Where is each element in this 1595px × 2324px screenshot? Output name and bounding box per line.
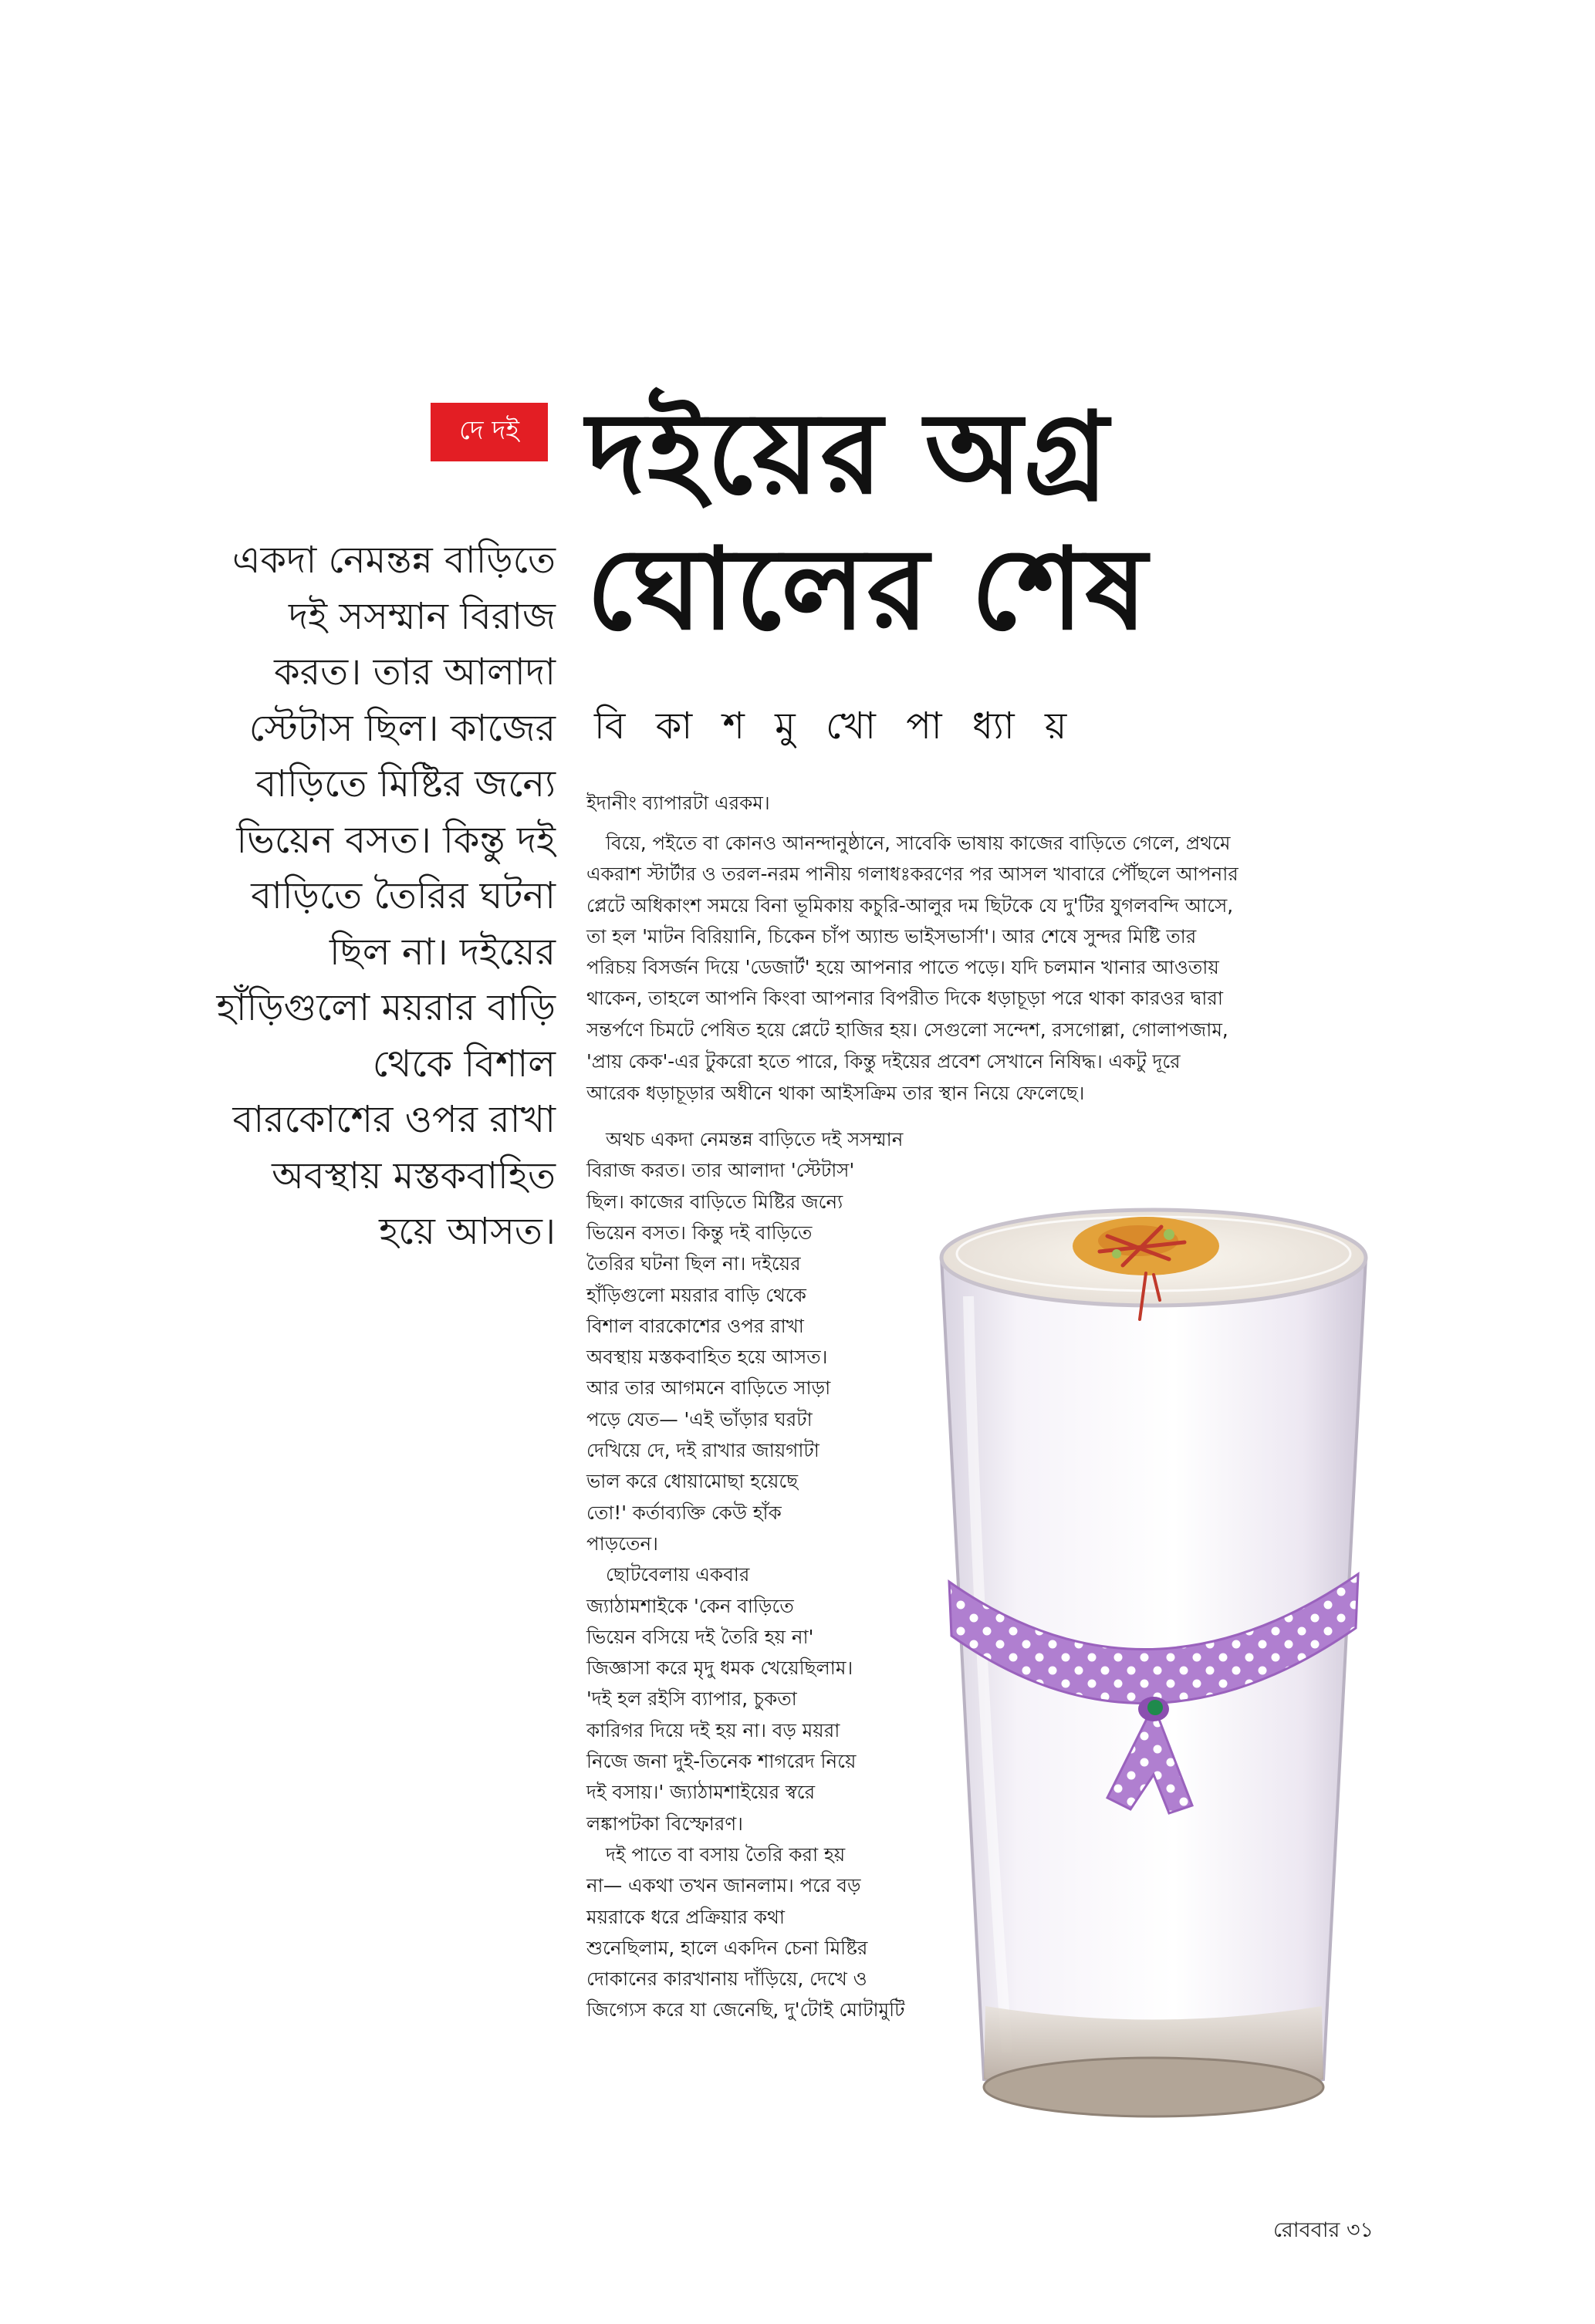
body-line: ভিয়েন বসিয়ে দই তৈরি হয় না' (586, 1625, 814, 1648)
pull-quote-line: স্টেটাস ছিল। কাজের (248, 706, 556, 750)
section-tag: দে দই (431, 403, 548, 461)
pull-quote-line: দই সসম্মান বিরাজ (288, 594, 556, 638)
body-line: দোকানের কারখানায় দাঁড়িয়ে, দেখে ও (586, 1968, 867, 1991)
body-line: তা হল 'মাটন বিরিয়ানি, চিকেন চাঁপ অ্যান্ড ভাইসভার্সা'। আর শেষে সুন্দর মিষ্টি তার (586, 925, 1197, 948)
body-line: পাড়তেন। (586, 1532, 658, 1555)
body-line: তৈরির ঘটনা ছিল না। দইয়ের (586, 1252, 801, 1275)
body-line: তো!' কর্তাব্যক্তি কেউ হাঁক (586, 1501, 782, 1524)
body-line: পরিচয় বিসর্জন দিয়ে 'ডেজার্ট' হয়ে আপনার পাতে পড়ে। যদি চলমান খানার আওতায় (586, 956, 1219, 978)
body-line: জিজ্ঞাসা করে মৃদু ধমক খেয়েছিলাম। (586, 1657, 853, 1680)
body-line: অবস্থায় মস্তকবাহিত হয়ে আসত। (586, 1346, 828, 1369)
body-line: না— একথা তখন জানলাম। পরে বড় (586, 1874, 861, 1897)
pull-quote-line: বাড়িতে মিষ্টির জন্যে (255, 762, 556, 806)
body-line: ছিল। কাজের বাড়িতে মিষ্টির জন্যে (586, 1190, 843, 1213)
body-line: হাঁড়িগুলো ময়রার বাড়ি থেকে (586, 1283, 806, 1306)
body-line: জিগ্যেস করে যা জেনেছি, দু'টোই মোটামুটি (586, 1998, 905, 2022)
body-line: দেখিয়ে দে, দই রাখার জায়গাটা (586, 1439, 819, 1461)
body-line: ইদানীং ব্যাপারটা এরকম। (586, 792, 770, 814)
pull-quote-line: হয়ে আসত। (379, 1210, 556, 1253)
body-line: জ্যাঠামশাইকে 'কেন বাড়িতে (586, 1594, 794, 1617)
body-line: থাকেন, তাহলে আপনি কিংবা আপনার বিপরীত দিকে ধড়াচূড়া পরে থাকা কারওর দ্বারা (586, 987, 1223, 1009)
pull-quote-line: থেকে বিশাল (372, 1042, 556, 1086)
body-line: 'প্রায় কেক'-এর টুকরো হতে পারে, কিন্তু দইয়ের প্রবেশ সেখানে নিষিদ্ধ। একটু দূরে (586, 1050, 1181, 1072)
body-line: বিশাল বারকোশের ওপর রাখা (586, 1314, 804, 1337)
pull-quote-line: বারকোশের ওপর রাখা (232, 1098, 556, 1141)
body-line: প্লেটে অধিকাংশ সময়ে বিনা ভূমিকায় কচুরি-আলুর দম ছিটকে যে দু'টির যুগলবন্দি আসে, (586, 894, 1234, 917)
body-line: লঙ্কাপটকা বিস্ফোরণ। (586, 1812, 743, 1835)
pull-quote-line: ভিয়েন বসত। কিন্তু দই (236, 818, 556, 862)
body-line: শুনেছিলাম, হালে একদিন চেনা মিষ্টির (586, 1936, 868, 1959)
byline: বি কা শ মু খো পা ধ্যা য় (594, 704, 1076, 748)
body-line: বিয়ে, পইতে বা কোনও আনন্দানুষ্ঠানে, সাবেকি ভাষায় কাজের বাড়িতে গেলে, প্রথমে (606, 832, 1231, 854)
page-folio: রোববার ৩১ (1273, 2218, 1374, 2242)
pull-quote (139, 532, 556, 1260)
body-line: 'দই হল রইসি ব্যাপার, চুকতা (586, 1687, 797, 1711)
headline (586, 386, 1512, 657)
pull-quote-line: অবস্থায় মস্তকবাহিত (272, 1154, 556, 1197)
headline-line-1: দইয়ের অগ্র (586, 387, 1110, 519)
body-line: ময়রাকে ধরে প্রক্রিয়ার কথা (586, 1905, 785, 1928)
body-line: দই পাতে বা বসায় তৈরি করা হয় (606, 1843, 846, 1866)
body-line: দই বসায়।' জ্যাঠামশাইয়ের স্বরে (586, 1781, 816, 1804)
body-line: অথচ একদা নেমন্তন্ন বাড়িতে দই সসম্মান (606, 1128, 904, 1150)
body-line: পড়ে যেত— 'এই ভাঁড়ার ঘরটা (586, 1407, 813, 1431)
body-line: একরাশ স্টার্টার ও তরল-নরম পানীয় গলাধঃকরণের পর আসল খাবারে পৌঁছলে আপনার (586, 863, 1238, 885)
body-line: সন্তর্পণে চিমটে পেষিত হয়ে প্লেটে হাজির হয়। সেগুলো সন্দেশ, রসগোল্লা, গোলাপজাম, (586, 1018, 1228, 1041)
lassi-glass-illustration (914, 1165, 1393, 2160)
body-line: ভাল করে ধোয়ামোছা হয়েছে (586, 1470, 799, 1493)
body-line: বিরাজ করত। তার আলাদা 'স্টেটাস' (586, 1159, 855, 1182)
glass-bottom (984, 2058, 1323, 2116)
body-line: ভিয়েন বসত। কিন্তু দই বাড়িতে (586, 1221, 813, 1244)
pull-quote-line: ছিল না। দইয়ের (329, 930, 556, 974)
body-line: নিজে জনা দুই-তিনেক শাগরেদ নিয়ে (586, 1750, 857, 1772)
pull-quote-line: করত। তার আলাদা (274, 650, 556, 694)
pull-quote-line: হাঁড়িগুলো ময়রার বাড়ি (216, 986, 556, 1029)
pull-quote-line: একদা নেমন্তন্ন বাড়িতে (232, 539, 556, 582)
pull-quote-line: বাড়িতে তৈরির ঘটনা (251, 874, 556, 917)
body-line: ছোটবেলায় একবার (606, 1563, 750, 1586)
headline-line-2: ঘোলের শেষ (586, 523, 1149, 655)
body-line: আর তার আগমনে বাড়িতে সাড়া (586, 1376, 831, 1400)
body-line: আরেক ধড়াচূড়ার অধীনে থাকা আইসক্রিম তার স্থান নিয়ে ফেলেছে। (586, 1082, 1085, 1104)
body-line: কারিগর দিয়ে দই হয় না। বড় ময়রা (586, 1718, 840, 1741)
